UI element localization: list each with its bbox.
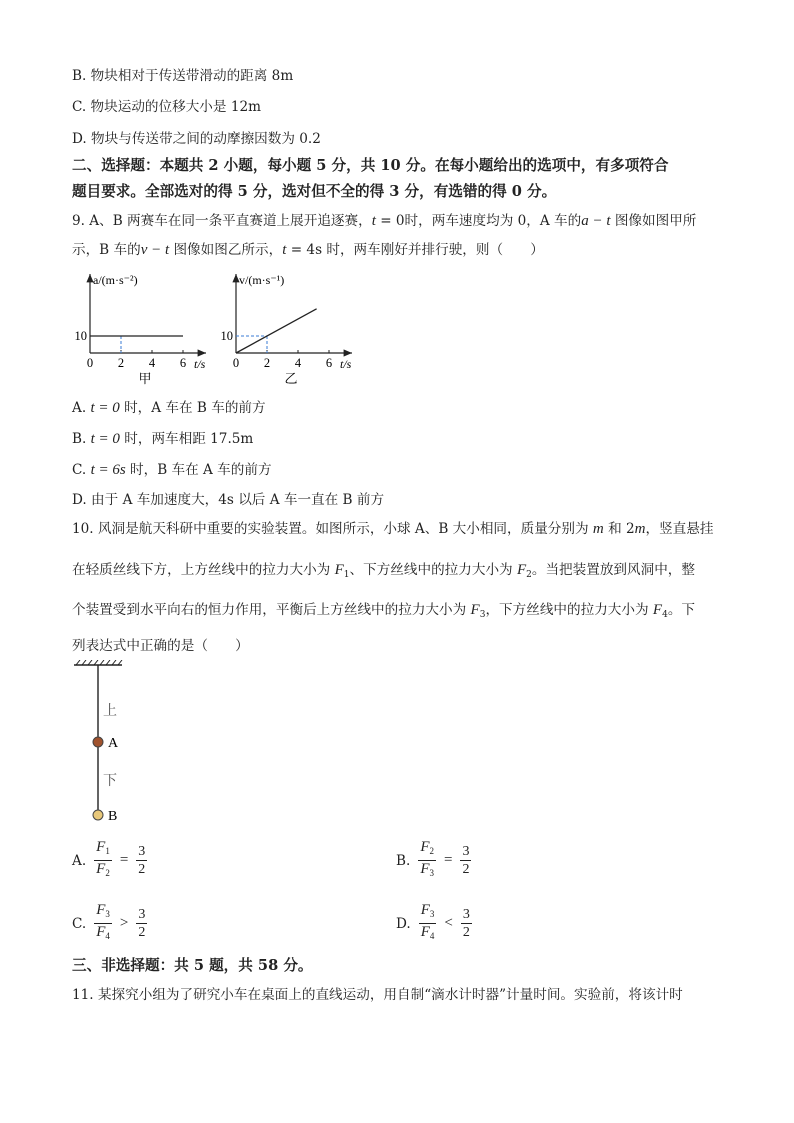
label-lower: 下	[103, 774, 117, 789]
ball-a	[93, 737, 103, 747]
x-tick-label: 6	[179, 356, 187, 370]
ball-b	[93, 810, 103, 820]
y-axis-label: v/(m·s⁻¹)	[239, 273, 285, 287]
label-b: B	[108, 809, 118, 824]
x-tick-label: 4	[294, 356, 302, 370]
label-a: A	[108, 736, 119, 751]
q10-stem-line2: 在轻质丝线下方，上方丝线中的拉力大小为 $F_1$、下方丝线中的拉力大小为 $F_2$。当把装置放到风洞中，整	[72, 562, 695, 580]
graph-yi-v-t	[218, 266, 360, 392]
q8-option-c: C. 物块运动的位移大小是 12m	[72, 99, 262, 115]
q10-option-a: A. $\frac{F_1}{F_2}$ = $\frac{3}{2}$	[72, 839, 146, 878]
q9-stem-line2: 示，B 车的v − t 图像如图乙所示，t = 4s 时，两车刚好并排行驶，则（ ）	[72, 242, 544, 258]
q10-stem-line1: 10. 风洞是航天科研中重要的实验装置。如图所示，小球 A、B 大小相同，质量分别为 m 和 2m，竖直悬挂	[72, 521, 714, 537]
x-tick-label: 2	[117, 356, 125, 370]
q11-stem-line1: 11. 某探究小组为了研究小车在桌面上的直线运动，用自制“滴水计时器”计量时间。实验前，将该计时	[72, 987, 683, 1003]
section2-heading-line1: 二、选择题：本题共 2 小题，每小题 5 分，共 10 分。在每小题给出的选项中，有多项符合	[72, 157, 669, 174]
ceiling-hatch	[76, 660, 122, 665]
x-tick-label: 0	[232, 356, 240, 370]
section2-heading-line2: 题目要求。全部选对的得 5 分，选对但不全的得 3 分，有选错的得 0 分。	[72, 183, 557, 200]
y-tick-label: 10	[220, 329, 233, 343]
q9-option-c: C. t = 6s 时，B 车在 A 车的前方	[72, 462, 272, 478]
q10-stem-line4: 列表达式中正确的是（ ）	[72, 638, 249, 654]
label-upper: 上	[103, 704, 117, 719]
x-tick-label: 0	[86, 356, 94, 370]
x-tick-label: 6	[325, 356, 333, 370]
q8-option-b: B. 物块相对于传送带滑动的距离 8m	[72, 68, 294, 84]
y-axis-label: a/(m·s⁻²)	[93, 273, 138, 287]
x-tick-label: 2	[263, 356, 271, 370]
q9-stem-line1: 9. A、B 两赛车在同一条平直赛道上展开追逐赛，t = 0时，两车速度均为 0，A 车的a − t 图像如图甲所	[72, 213, 697, 229]
q10-stem-line3: 个装置受到水平向右的恒力作用，平衡后上方丝线中的拉力大小为 $F_3$，下方丝线中的拉力大小为 $F_4$。下	[72, 602, 695, 620]
graph-jia-a-t	[72, 266, 214, 392]
q10-option-b: B. $\frac{F_2}{F_3}$ = $\frac{3}{2}$	[396, 839, 470, 878]
series-line-v	[236, 309, 317, 353]
section3-heading: 三、非选择题：共 5 题，共 58 分。	[72, 957, 313, 974]
q10-option-c: C. $\frac{F_3}{F_4}$ > $\frac{3}{2}$	[72, 902, 146, 941]
q9-option-b: B. t = 0 时，两车相距 17.5m	[72, 431, 254, 447]
y-tick-label: 10	[74, 329, 87, 343]
x-axis-label: t/s	[340, 357, 352, 371]
q10-hanging-balls-diagram	[70, 660, 150, 830]
x-axis-label: t/s	[194, 357, 206, 371]
q8-option-d: D. 物块与传送带之间的动摩擦因数为 0.2	[72, 131, 321, 147]
q9-option-a: A. t = 0 时，A 车在 B 车的前方	[72, 400, 266, 416]
q10-option-d: D. $\frac{F_3}{F_4}$ < $\frac{3}{2}$	[396, 902, 470, 941]
graph-caption: 甲	[138, 371, 152, 386]
graph-caption: 乙	[284, 371, 298, 386]
q9-option-d: D. 由于 A 车加速度大，4s 以后 A 车一直在 B 前方	[72, 492, 385, 508]
x-tick-label: 4	[148, 356, 156, 370]
